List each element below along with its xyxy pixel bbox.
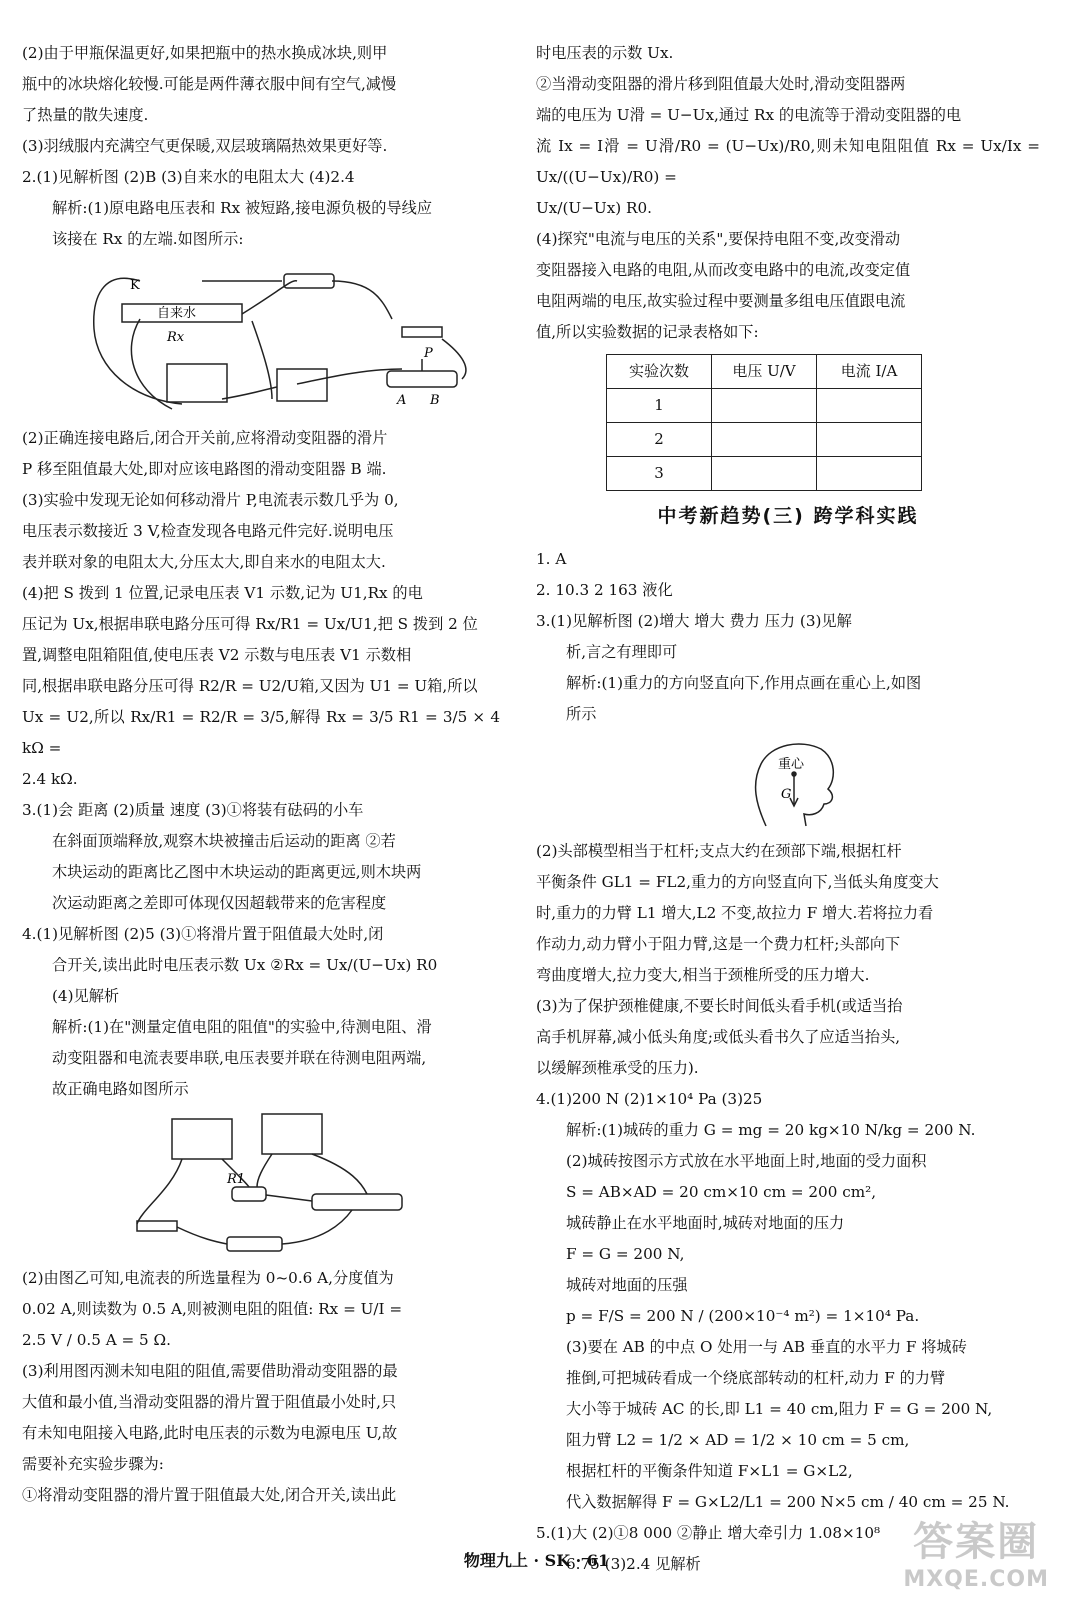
- table-cell: [712, 457, 817, 491]
- table-header-row: [607, 355, 922, 389]
- text-line: p = F/S = 200 N / (200×10⁻⁴ m²) = 1×10⁴ Pa.: [566, 1307, 920, 1325]
- text-line: ①将滑动变阻器的滑片置于阻值最大处,闭合开关,读出此: [22, 1486, 397, 1504]
- text-line: (4)把 S 拨到 1 位置,记录电压表 V1 示数,记为 U1,Rx 的电: [22, 584, 423, 602]
- label-p: P: [424, 346, 433, 361]
- text-line: (2)由于甲瓶保温更好,如果把瓶中的热水换成冰块,则甲: [22, 44, 388, 62]
- text-line: 表并联对象的电阻太大,分压太大,即自来水的电阻太大.: [22, 553, 386, 571]
- text-line: 瓶中的冰块熔化较慢.可能是两件薄衣服中间有空气,减慢: [22, 75, 397, 93]
- table-cell: [712, 389, 817, 423]
- text-line: 该接在 Rx 的左端.如图所示:: [52, 230, 244, 248]
- text-line: 在斜面顶端释放,观察木块被撞击后运动的距离 ②若: [52, 832, 396, 850]
- label-water: 自来水: [157, 306, 197, 321]
- text-line: 解析:(1)原电路电压表和 Rx 被短路,接电源负极的导线应: [52, 199, 433, 217]
- text-line: 置,调整电阻箱阻值,使电压表 V2 示数与电压表 V1 示数相: [22, 646, 412, 664]
- text-line: 所示: [566, 705, 597, 723]
- table-row: [607, 389, 922, 423]
- answer-2: 2. 10.3 2 163 液化: [536, 581, 673, 599]
- table-row: [607, 423, 922, 457]
- text-line: Ux/(U−Ux) R0.: [536, 199, 652, 217]
- text-line: F = G = 200 N,: [566, 1245, 685, 1263]
- text-line: 作动力,动力臂小于阻力臂,这是一个费力杠杆;头部向下: [536, 935, 901, 953]
- text-line: (3)为了保护颈椎健康,不要长时间低头看手机(或适当抬: [536, 997, 903, 1015]
- left-column: [22, 38, 500, 1511]
- text-line: (3)实验中发现无论如何移动滑片 P,电流表示数几乎为 0,: [22, 491, 399, 509]
- text-line: 电阻两端的电压,故实验过程中要测量多组电压值跟电流: [536, 292, 906, 310]
- text-line: 动变阻器和电流表要串联,电压表要并联在待测电阻两端,: [52, 1049, 427, 1067]
- answer-3: 3.(1)会 距离 (2)质量 速度 (3)①将装有砝码的小车: [22, 801, 364, 819]
- text-line: S = AB×AD = 20 cm×10 cm = 200 cm²,: [566, 1183, 877, 1201]
- text-line: P 移至阻值最大处,即对应该电路图的滑动变阻器 B 端.: [22, 460, 387, 478]
- text-line: 了热量的散失速度.: [22, 106, 149, 124]
- text-line: 大值和最小值,当滑动变阻器的滑片置于阻值最小处时,只: [22, 1393, 397, 1411]
- text-line: 解析:(1)城砖的重力 G = mg = 20 kg×10 N/kg = 200 N.: [566, 1121, 976, 1139]
- answer-1: 1. A: [536, 550, 567, 568]
- text-line: 代入数据解得 F = G×L2/L1 = 200 N×5 cm / 40 cm = 25 N.: [566, 1493, 1010, 1511]
- table-cell: [817, 457, 922, 491]
- circuit-diagram-1: [22, 259, 500, 419]
- text-line: 故正确电路如图所示: [52, 1080, 189, 1098]
- text-line: (2)正确连接电路后,闭合开关前,应将滑动变阻器的滑片: [22, 429, 388, 447]
- head-model-diagram: [536, 734, 1040, 832]
- table-cell: [817, 423, 922, 457]
- answer-4: 4.(1)200 N (2)1×10⁴ Pa (3)25: [536, 1090, 763, 1108]
- text-line: 解析:(1)重力的方向竖直向下,作用点画在重心上,如图: [566, 674, 922, 692]
- answer-2: 2.(1)见解析图 (2)B (3)自来水的电阻太大 (4)2.4: [22, 168, 355, 186]
- watermark-logo: 答案圈: [913, 1519, 1040, 1565]
- text-line: 2.4 kΩ.: [22, 770, 78, 788]
- text-line: 析,言之有理即可: [566, 643, 678, 661]
- table-row: [607, 457, 922, 491]
- text-line: (3)要在 AB 的中点 O 处用一与 AB 垂直的水平力 F 将城砖: [566, 1338, 967, 1356]
- text-line: (2)由图乙可知,电流表的所选量程为 0~0.6 A,分度值为: [22, 1269, 394, 1287]
- table-cell: [817, 389, 922, 423]
- text-line: ②当滑动变阻器的滑片移到阻值最大处时,滑动变阻器两: [536, 75, 906, 93]
- text-line: 变阻器接入电路的电阻,从而改变电路中的电流,改变定值: [536, 261, 911, 279]
- text-line: 以缓解颈椎承受的压力).: [536, 1059, 699, 1077]
- text-line: 大小等于城砖 AC 的长,即 L1 = 40 cm,阻力 F = G = 200 N,: [566, 1400, 993, 1418]
- text-line: 合开关,读出此时电压表示数 Ux ②Rx = Ux/(U−Ux) R0: [52, 956, 438, 974]
- label-b: B: [430, 393, 440, 408]
- text-line: 流 Ix = I滑 = U滑/R0 = (U−Ux)/R0,则未知电阻阻值 Rx = Ux/Ix = Ux/((U−Ux)/R0) =: [536, 137, 1040, 186]
- text-line: 有未知电阻接入电路,此时电压表的示数为电源电压 U,故: [22, 1424, 398, 1442]
- text-line: 根据杠杆的平衡条件知道 F×L1 = G×L2,: [566, 1462, 853, 1480]
- label-rx: Rx: [167, 330, 185, 345]
- label-a: A: [397, 393, 407, 408]
- label-r1: R1: [227, 1172, 246, 1187]
- text-line: 高手机屏幕,减小低头角度;或低头看书久了应适当抬头,: [536, 1028, 901, 1046]
- text-line: 电压表示数接近 3 V,检查发现各电路元件完好.说明电压: [22, 522, 394, 540]
- text-line: 时电压表的示数 Ux.: [536, 44, 674, 62]
- text-line: 值,所以实验数据的记录表格如下:: [536, 323, 759, 341]
- data-table: [606, 354, 922, 491]
- text-line: (2)头部模型相当于杠杆;支点大约在颈部下端,根据杠杆: [536, 842, 902, 860]
- text-line: (4)见解析: [52, 987, 120, 1005]
- label-g: G: [781, 787, 792, 802]
- table-cell: [712, 423, 817, 457]
- text-line: (3)利用图丙测未知电阻的阻值,需要借助滑动变阻器的最: [22, 1362, 398, 1380]
- text-line: 0.02 A,则读数为 0.5 A,则被测电阻的阻值: Rx = U/I =: [22, 1300, 403, 1318]
- text-line: 6.75 (3)2.4 见解析: [566, 1555, 701, 1573]
- text-line: 城砖对地面的压强: [566, 1276, 688, 1294]
- label-k: K: [130, 278, 140, 293]
- label-center-of-gravity: 重心: [778, 757, 805, 772]
- circuit-diagram-2: [22, 1109, 500, 1259]
- section-title: 中考新趋势(三) 跨学科实践: [657, 505, 919, 527]
- right-column: [536, 38, 1040, 1580]
- text-line: 需要补充实验步骤为:: [22, 1455, 164, 1473]
- text-line: 木块运动的距离比乙图中木块运动的距离更远,则木块两: [52, 863, 422, 881]
- text-line: Ux = U2,所以 Rx/R1 = R2/R = 3/5,解得 Rx = 3/5 R1 = 3/5 × 4 kΩ =: [22, 708, 500, 757]
- text-line: (3)羽绒服内充满空气更保暖,双层玻璃隔热效果更好等.: [22, 137, 388, 155]
- watermark: [903, 1510, 1049, 1592]
- answer-4: 4.(1)见解析图 (2)5 (3)①将滑片置于阻值最大处时,闭: [22, 925, 384, 943]
- text-line: 阻力臂 L2 = 1/2 × AD = 1/2 × 10 cm = 5 cm,: [566, 1431, 910, 1449]
- watermark-url: MXQE.COM: [903, 1567, 1049, 1592]
- text-line: 推倒,可把城砖看成一个绕底部转动的杠杆,动力 F 的力臂: [566, 1369, 946, 1387]
- text-line: 城砖静止在水平地面时,城砖对地面的压力: [566, 1214, 845, 1232]
- table-cell: 3: [607, 457, 712, 491]
- answer-5: 5.(1)大 (2)①8 000 ②静止 增大牵引力 1.08×10⁸: [536, 1524, 881, 1542]
- table-header: 电流 I/A: [817, 355, 922, 389]
- text-line: (2)城砖按图示方式放在水平地面上时,地面的受力面积: [566, 1152, 927, 1170]
- table-header: 电压 U/V: [712, 355, 817, 389]
- table-cell: 2: [607, 423, 712, 457]
- text-line: 端的电压为 U滑 = U−Ux,通过 Rx 的电流等于滑动变阻器的电: [536, 106, 962, 124]
- table-header: 实验次数: [607, 355, 712, 389]
- text-line: 解析:(1)在"测量定值电阻的阻值"的实验中,待测电阻、滑: [52, 1018, 432, 1036]
- text-line: 2.5 V / 0.5 A = 5 Ω.: [22, 1331, 171, 1349]
- text-line: (4)探究"电流与电压的关系",要保持电阻不变,改变滑动: [536, 230, 901, 248]
- text-line: 平衡条件 GL1 = FL2,重力的方向竖直向下,当低头角度变大: [536, 873, 939, 891]
- text-line: 同,根据串联电路分压可得 R2/R = U2/U箱,又因为 U1 = U箱,所以: [22, 677, 478, 695]
- text-line: 次运动距离之差即可体现仅因超载带来的危害程度: [52, 894, 387, 912]
- text-line: 弯曲度增大,拉力变大,相当于颈椎所受的压力增大.: [536, 966, 870, 984]
- answer-3: 3.(1)见解析图 (2)增大 增大 费力 压力 (3)见解: [536, 612, 852, 630]
- table-cell: 1: [607, 389, 712, 423]
- page-footer: 物理九上 · SK · 61: [463, 1551, 610, 1570]
- text-line: 时,重力的力臂 L1 增大,L2 不变,故拉力 F 增大.若将拉力看: [536, 904, 934, 922]
- text-line: 压记为 Ux,根据串联电路分压可得 Rx/R1 = Ux/U1,把 S 拨到 2 位: [22, 615, 478, 633]
